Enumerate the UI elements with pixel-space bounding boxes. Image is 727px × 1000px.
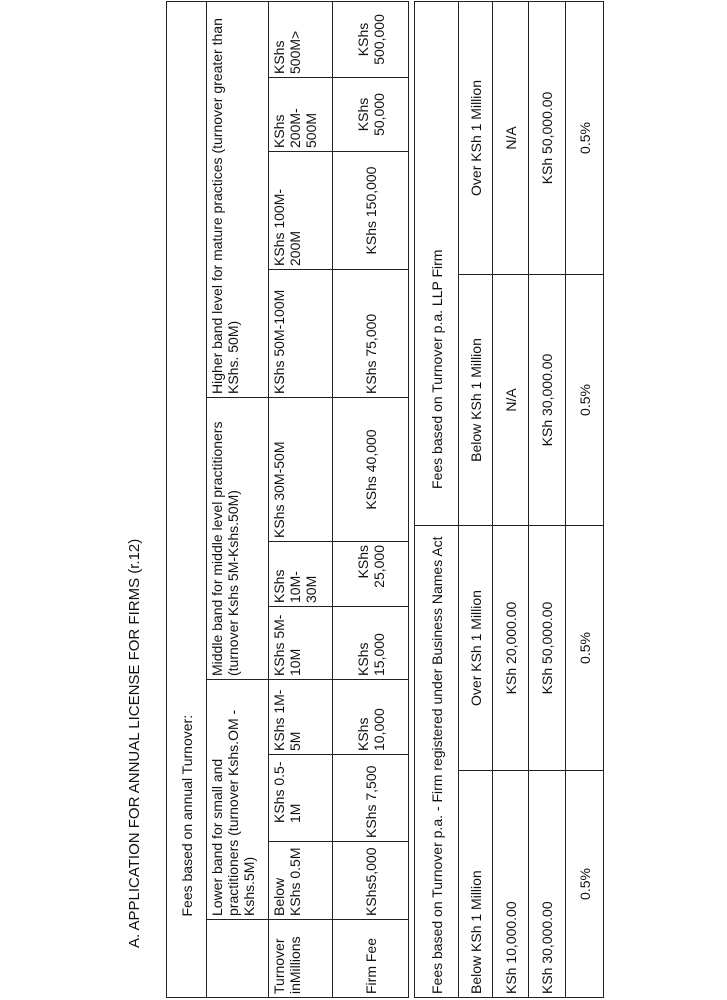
turnover-blank-cell — [167, 920, 207, 998]
fee-cell: KShs 75,000 — [333, 270, 409, 398]
table-cell: KSh 30,000.00 — [529, 274, 566, 525]
range-cell: KShs 0.5-1M — [269, 755, 333, 842]
turnover-table-header: Fees based on annual Turnover: — [167, 1, 207, 919]
table-cell: KSh 30,000.00 — [529, 771, 566, 998]
table-cell: KSh 10,000.00 — [493, 771, 529, 998]
table-cell: KSh 50,000.00 — [529, 1, 566, 274]
band-blank-cell — [207, 920, 269, 998]
fee-cell: KShs 25,000 — [333, 542, 409, 607]
band-middle: Middle band for middle level practitioners (turnover Kshs 5M-Kshs.50M) — [207, 398, 269, 680]
llp-header: Fees based on Turnover p.a. LLP Firm — [415, 1, 459, 525]
business-names-header: Fees based on Turnover p.a. - Firm registered under Business Names Act — [415, 525, 459, 997]
fee-cell: KShs 10,000 — [333, 680, 409, 755]
col-header: Below KSh 1 Million — [459, 771, 493, 998]
range-cell: KShs 10M-30M — [269, 542, 333, 607]
fee-cell: KShs 50,000 — [333, 78, 409, 152]
col-header: Over KSh 1 Million — [459, 1, 493, 274]
fee-cell: KShs 500,000 — [333, 1, 409, 77]
row-label-fee: Firm Fee — [333, 920, 409, 998]
business-fee-table — [414, 1, 604, 998]
band-higher: Higher band level for mature practices (turnover greater than KShs. 50M) — [207, 1, 269, 397]
turnover-fee-table — [166, 1, 409, 998]
row-label-turnover: Turnover inMillions — [269, 920, 333, 998]
table-cell: N/A — [493, 274, 529, 525]
table-cell: 0.5% — [566, 525, 604, 770]
table-cell: N/A — [493, 1, 529, 274]
page-title: A. APPLICATION FOR ANNUAL LICENSE FOR FIRMS (r.12) — [126, 538, 143, 948]
fee-cell: KShs5,000 — [333, 842, 409, 920]
table-cell: KSh 50,000.00 — [529, 525, 566, 770]
range-cell: KShs 200M-500M — [269, 78, 333, 152]
range-cell: KShs 50M-100M — [269, 270, 333, 398]
table-cell: 0.5% — [566, 771, 604, 998]
fee-cell: KShs 7,500 — [333, 755, 409, 842]
table-cell: KSh 20,000.00 — [493, 525, 529, 770]
col-header: Over KSh 1 Million — [459, 525, 493, 770]
range-cell: KShs 500M> — [269, 1, 333, 77]
range-cell: KShs 5M-10M — [269, 607, 333, 680]
range-cell: Below KShs 0.5M — [269, 842, 333, 920]
range-cell: KShs 1M-5M — [269, 680, 333, 755]
fee-cell: KShs 15,000 — [333, 607, 409, 680]
col-header: Below KSh 1 Million — [459, 274, 493, 525]
range-cell: KShs 100M-200M — [269, 152, 333, 270]
range-cell: KShs 30M-50M — [269, 398, 333, 542]
band-lower: Lower band for small and practitioners (turnover Kshs.OM - Kshs.5M) — [207, 680, 269, 920]
table-cell: 0.5% — [566, 1, 604, 274]
fee-cell: KShs 150,000 — [333, 152, 409, 270]
table-cell: 0.5% — [566, 274, 604, 525]
fee-cell: KShs 40,000 — [333, 398, 409, 542]
